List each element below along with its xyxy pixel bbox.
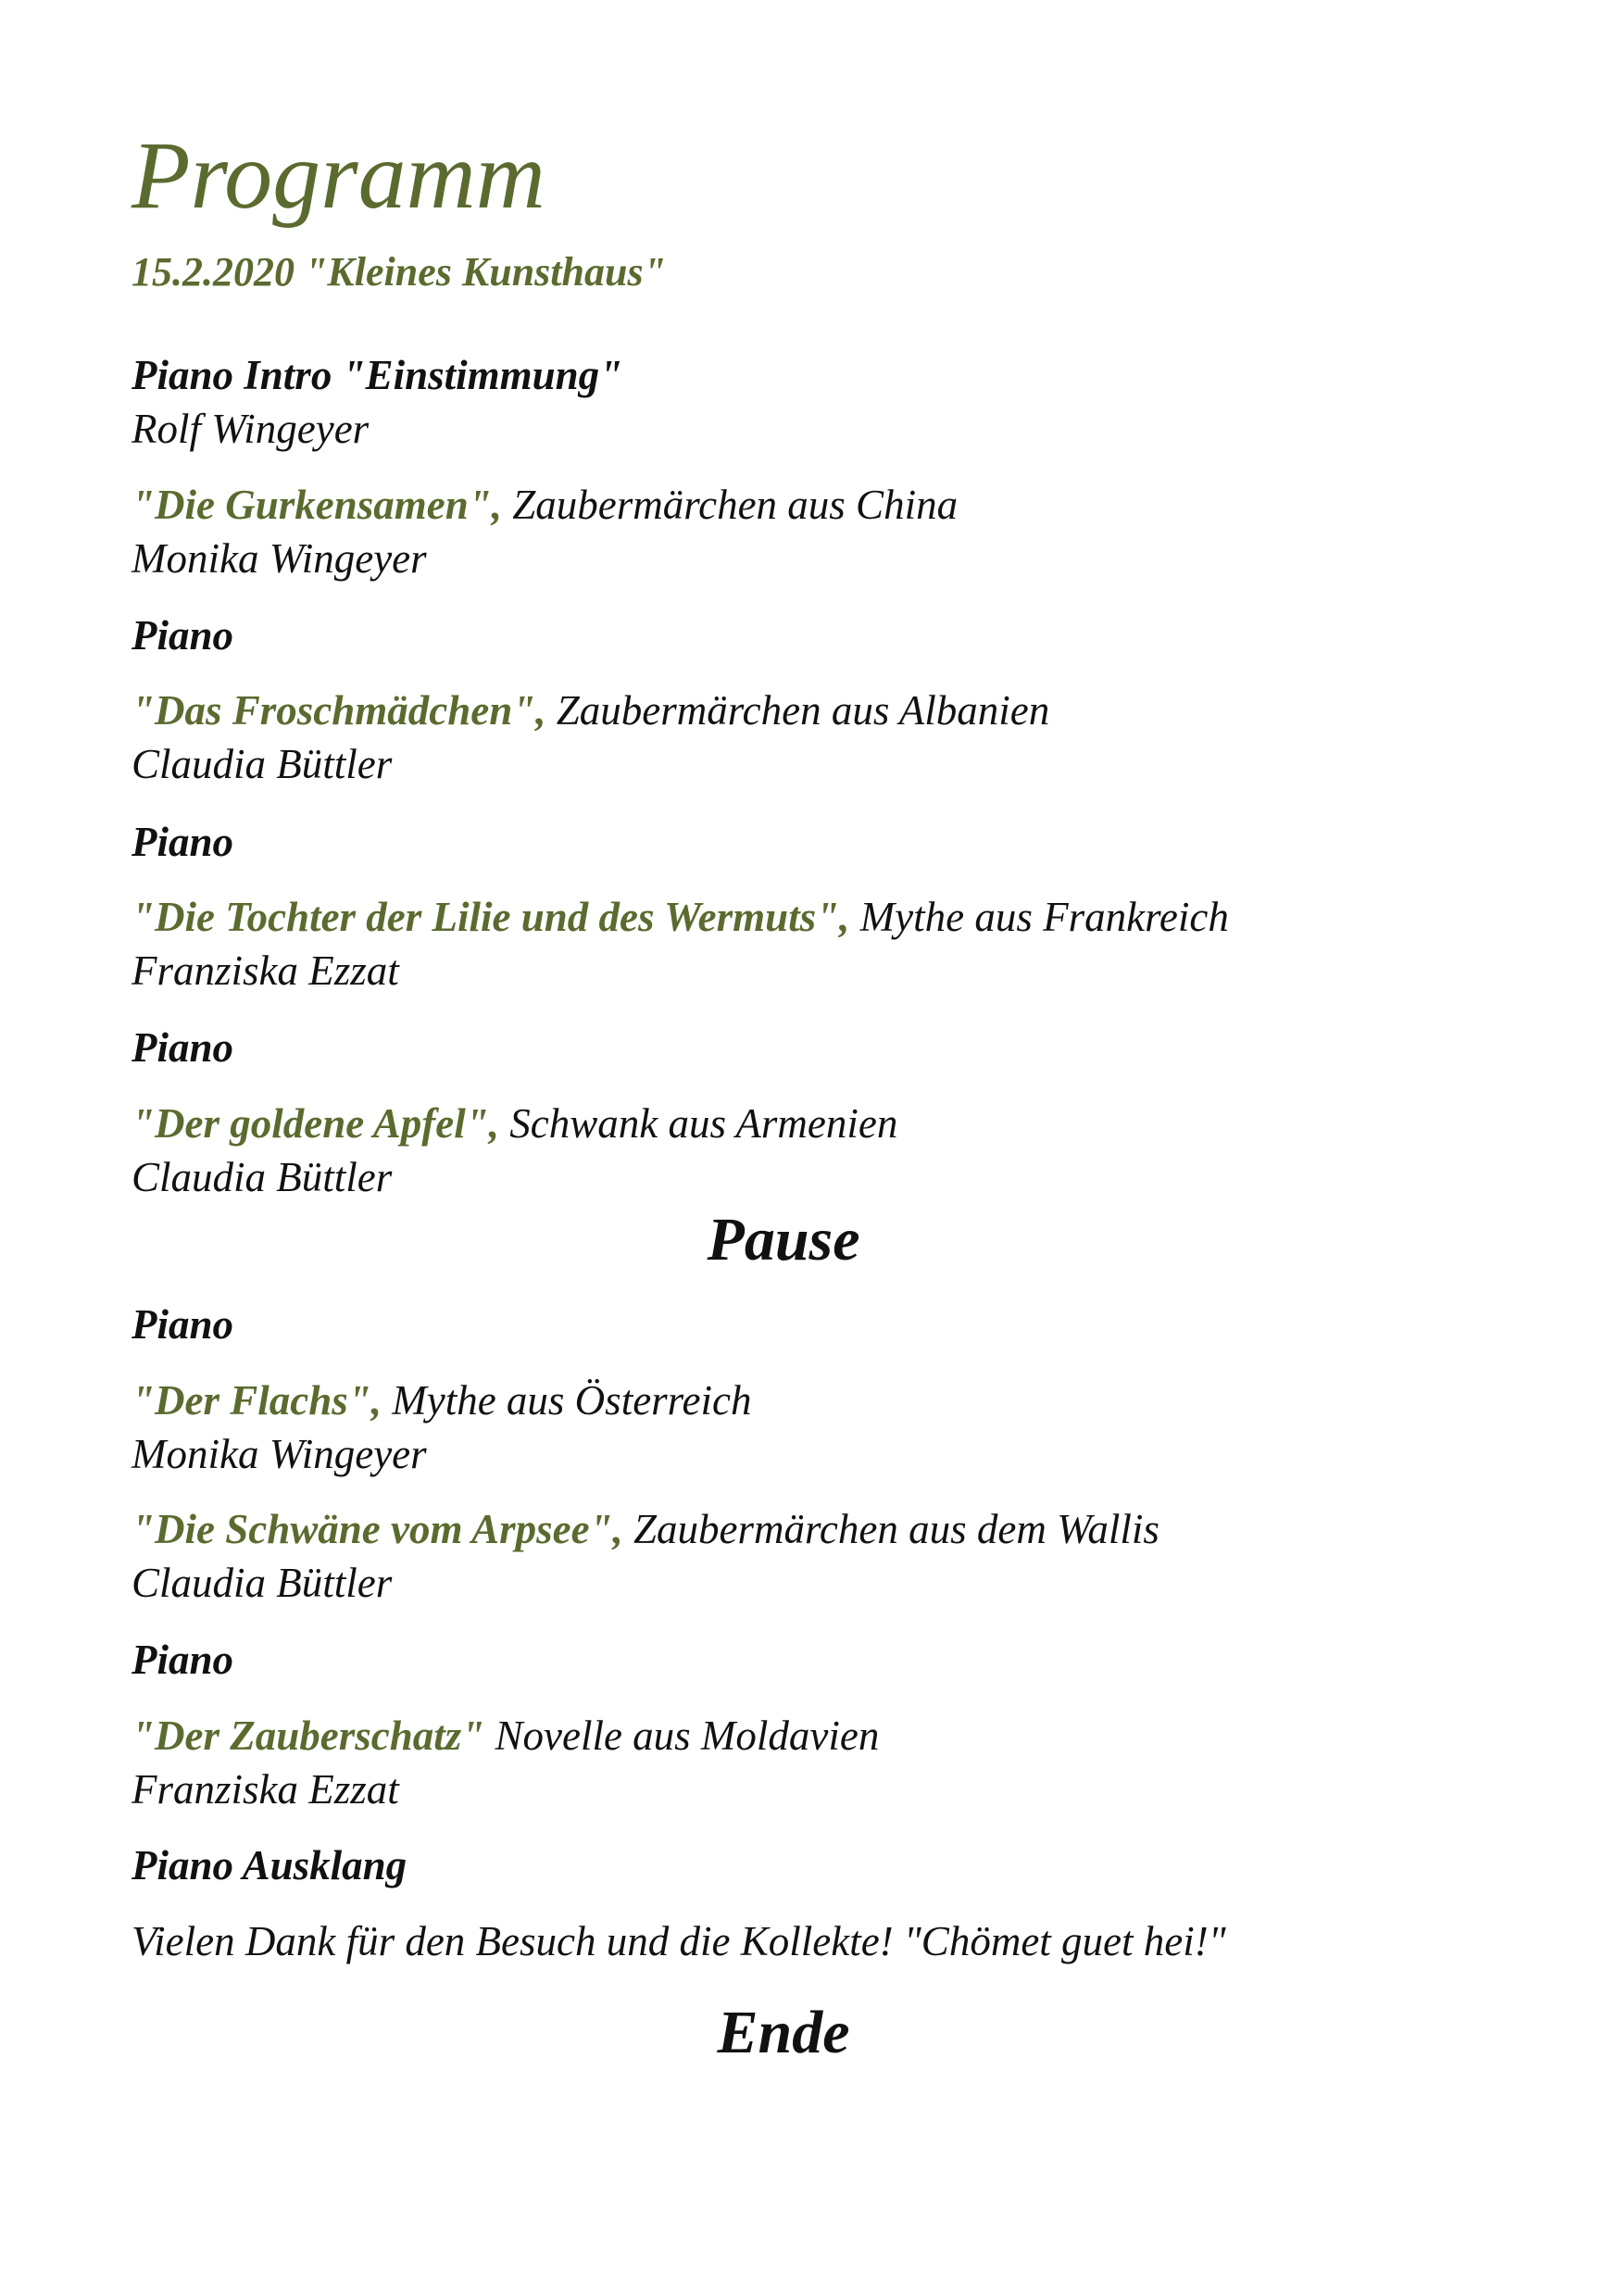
- item-1-performer: Monika Wingeyer: [132, 535, 427, 582]
- program-item-7: [132, 1709, 879, 1816]
- program-item-6: [132, 1502, 1159, 1610]
- program-piano-5: [132, 1633, 233, 1687]
- item-6-title: "Die Schwäne vom Arpsee",: [132, 1506, 623, 1552]
- program-item-4: [132, 1097, 897, 1204]
- intro-performer: Rolf Wingeyer: [132, 406, 370, 452]
- item-2-desc: Zaubermärchen aus Albanien: [545, 687, 1050, 734]
- program-piano-2: [132, 815, 233, 869]
- item-1-title: "Die Gurkensamen",: [132, 482, 502, 528]
- piano-5-label: Piano: [132, 1637, 234, 1683]
- end-heading: Ende: [717, 1999, 850, 2066]
- program-piano-4: [132, 1298, 233, 1351]
- piano-4-label: Piano: [132, 1301, 234, 1348]
- piano-3-label: Piano: [132, 1024, 234, 1071]
- item-1-desc: Zaubermärchen aus China: [502, 482, 959, 528]
- item-5-title: "Der Flachs",: [132, 1377, 382, 1424]
- program-item-3: [132, 890, 1229, 997]
- item-7-desc: Novelle aus Moldavien: [484, 1713, 880, 1759]
- item-5-performer: Monika Wingeyer: [132, 1431, 427, 1477]
- program-piano-1: [132, 609, 233, 662]
- page-subtitle: 15.2.2020 "Kleines Kunsthaus": [132, 249, 667, 295]
- program-item-2: [132, 684, 1049, 791]
- outro-label: Piano Ausklang: [132, 1842, 407, 1888]
- item-3-title: "Die Tochter der Lilie und des Wermuts",: [132, 894, 850, 940]
- program-item-1: [132, 478, 958, 585]
- program-piano-3: [132, 1021, 233, 1074]
- program-outro: [132, 1838, 407, 1892]
- item-4-desc: Schwank aus Armenien: [498, 1100, 898, 1147]
- item-6-performer: Claudia Büttler: [132, 1560, 393, 1606]
- program-intro: [132, 348, 622, 456]
- item-2-title: "Das Froschmädchen",: [132, 687, 546, 734]
- piano-1-label: Piano: [132, 612, 234, 659]
- item-6-desc: Zaubermärchen aus dem Wallis: [622, 1506, 1159, 1552]
- program-item-5: [132, 1374, 751, 1481]
- intro-title: Piano Intro "Einstimmung": [132, 352, 623, 398]
- thanks-note: [132, 1914, 1226, 1968]
- item-3-performer: Franziska Ezzat: [132, 947, 399, 994]
- page-title: Programm: [132, 122, 545, 229]
- item-2-performer: Claudia Büttler: [132, 741, 393, 787]
- pause-heading: Pause: [707, 1206, 860, 1273]
- item-7-performer: Franziska Ezzat: [132, 1766, 399, 1813]
- item-4-performer: Claudia Büttler: [132, 1154, 393, 1200]
- thanks-text: Vielen Dank für den Besuch und die Kollekte! "Chömet guet hei!": [132, 1918, 1226, 1964]
- item-3-desc: Mythe aus Frankreich: [849, 894, 1229, 940]
- item-7-title: "Der Zauberschatz": [132, 1713, 485, 1759]
- item-5-desc: Mythe aus Österreich: [381, 1377, 752, 1424]
- item-4-title: "Der goldene Apfel",: [132, 1100, 499, 1147]
- piano-2-label: Piano: [132, 819, 234, 865]
